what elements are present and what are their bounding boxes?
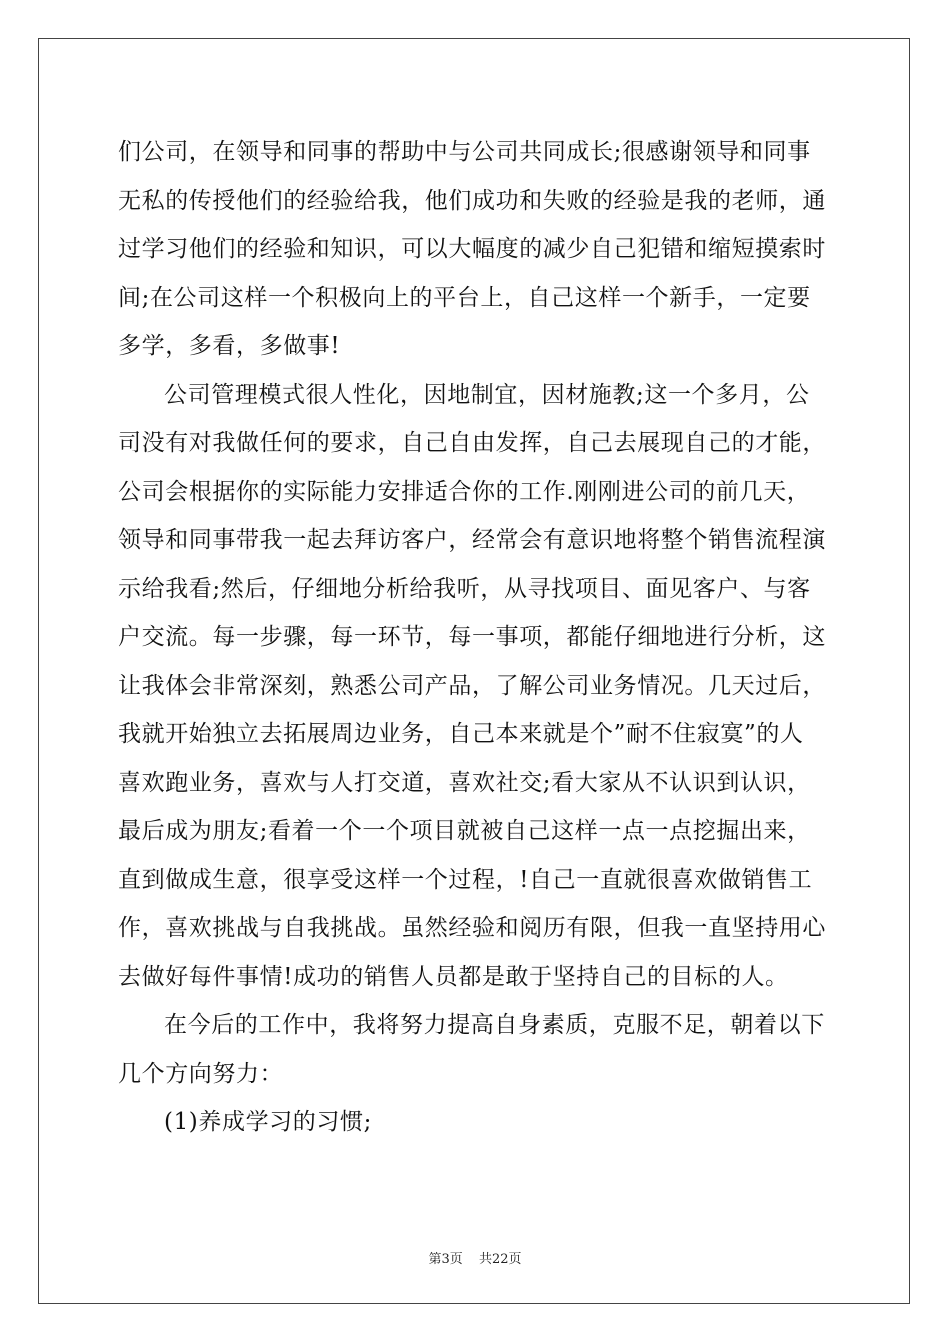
text-line: 作，喜欢挑战与自我挑战。虽然经验和阅历有限，但我一直坚持用心 (118, 915, 826, 941)
text-line: 喜欢跑业务，喜欢与人打交道，喜欢社交;看大家从不认识到认识， (118, 769, 811, 796)
text-line: 们公司，在领导和同事的帮助中与公司共同成长;很感谢领导和同事 (118, 139, 811, 165)
document-body (118, 128, 838, 1147)
text-line: 司没有对我做任何的要求，自己自由发挥，自己去展现自己的才能， (118, 430, 826, 456)
text-line: 户交流。每一步骤，每一环节，每一事项，都能仔细地进行分析，这 (118, 624, 826, 650)
paragraph-start-line: 在今后的工作中，我将努力提高自身素质，克服不足，朝着以下 (164, 1012, 825, 1038)
text-line: 我就开始独立去拓展周边业务，自己本来就是个”耐不住寂寞”的人 (118, 721, 804, 747)
text-line: 无私的传授他们的经验给我，他们成功和失败的经验是我的老师，通 (118, 187, 826, 214)
text-line: 直到做成生意，很享受这样一个过程，!自己一直就很喜欢做销售工 (118, 866, 813, 893)
text-line: 间;在公司这样一个积极向上的平台上，自己这样一个新手，一定要 (118, 284, 811, 311)
list-item-line: (1)养成学习的习惯; (164, 1109, 372, 1135)
text-line: 最后成为朋友;看着一个一个项目就被自己这样一点一点挖掘出来， (118, 818, 811, 844)
page-number-total: 共22页 (478, 1252, 522, 1267)
paragraph-start-line: 公司管理模式很人性化，因地制宜，因材施教;这一个多月，公 (164, 381, 810, 408)
page-number-current: 第3页 (428, 1252, 463, 1267)
text-line: 去做好每件事情!成功的销售人员都是敢于坚持自己的目标的人。 (118, 963, 789, 990)
text-line: 公司会根据你的实际能力安排适合你的工作.刚刚进公司的前几天， (118, 478, 811, 505)
text-line: 示给我看;然后，仔细地分析给我听，从寻找项目、面见客户、与客 (118, 575, 811, 602)
text-line: 过学习他们的经验和知识，可以大幅度的减少自己犯错和缩短摸索时 (118, 236, 826, 262)
text-line: 几个方向努力： (118, 1060, 284, 1087)
page-footer (0, 1248, 950, 1267)
text-line: 让我体会非常深刻，熟悉公司产品，了解公司业务情况。几天过后， (118, 672, 826, 699)
text-line: 领导和同事带我一起去拜访客户，经常会有意识地将整个销售流程演 (118, 527, 826, 553)
text-line: 多学，多看，多做事! (118, 333, 341, 359)
